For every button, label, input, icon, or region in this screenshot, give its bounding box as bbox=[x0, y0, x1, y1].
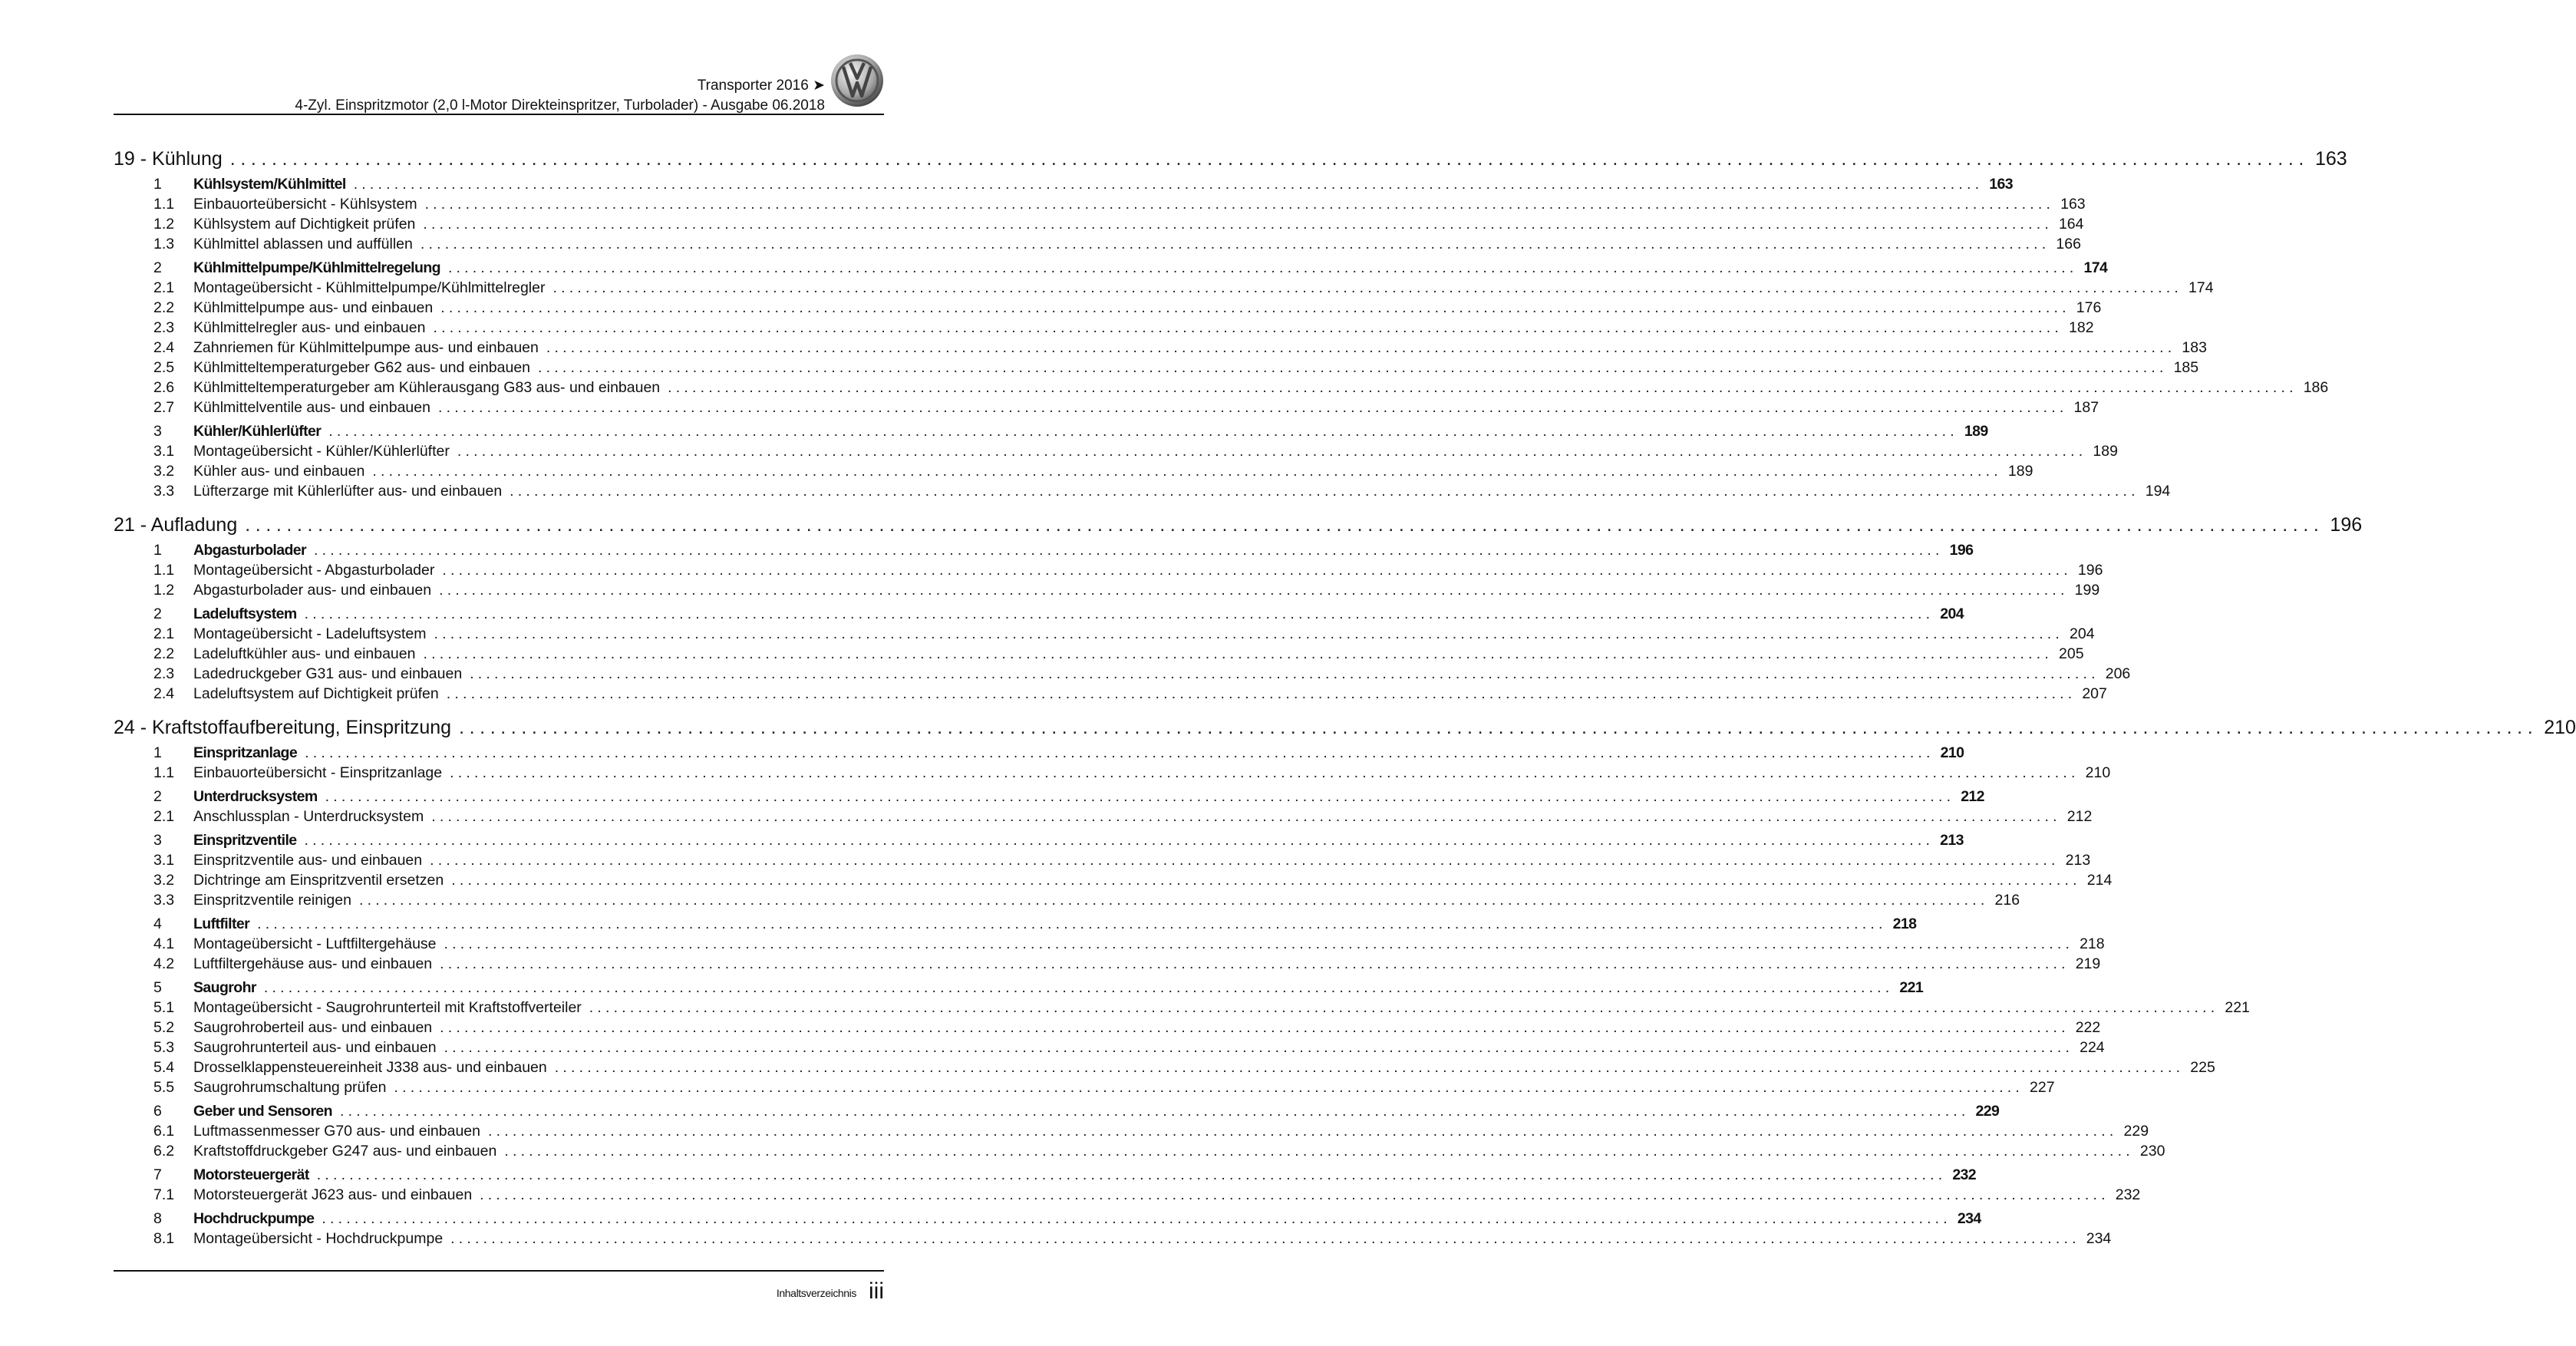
entry-title: Drosselklappensteuereinheit J338 aus- und einbauen bbox=[193, 1059, 547, 1076]
toc-subsection[interactable] bbox=[114, 890, 2020, 910]
entry-title: Kühler/Kühlerlüfter bbox=[193, 423, 322, 440]
toc-chapter[interactable] bbox=[114, 513, 2363, 536]
header-divider bbox=[114, 114, 884, 115]
entry-page: 189 bbox=[2093, 443, 2118, 460]
entry-title: Einspritzventile aus- und einbauen bbox=[193, 852, 423, 869]
toc-subsection[interactable] bbox=[114, 664, 2131, 684]
entry-number: 3.2 bbox=[153, 463, 175, 480]
entry-number: 1.1 bbox=[153, 562, 175, 579]
entry-title: Kühlsystem auf Dichtigkeit prüfen bbox=[193, 216, 416, 233]
toc-section[interactable] bbox=[114, 1165, 1977, 1185]
dot-leader: ........................................................................................................................................................................................................ bbox=[430, 852, 2060, 869]
toc-section[interactable] bbox=[114, 830, 1964, 850]
toc-subsection[interactable] bbox=[114, 1229, 2112, 1249]
toc-subsection[interactable] bbox=[114, 461, 2033, 481]
entry-title: Saugrohr bbox=[193, 979, 256, 996]
entry-title: Saugrohrunterteil aus- und einbauen bbox=[193, 1039, 437, 1056]
entry-page: 224 bbox=[2080, 1039, 2105, 1056]
entry-title: Kühlmittelventile aus- und einbauen bbox=[193, 399, 430, 416]
toc-section[interactable] bbox=[114, 914, 1917, 934]
entry-number: 6 bbox=[153, 1103, 162, 1120]
entry-page: 196 bbox=[2330, 514, 2363, 536]
entry-title: Kühlmitteltemperaturgeber G62 aus- und einbauen bbox=[193, 359, 531, 376]
entry-title: Kühlmittelpumpe aus- und einbauen bbox=[193, 299, 434, 316]
dot-leader: ........................................................................................................................................................................................................ bbox=[538, 359, 2168, 376]
entry-number: 2 bbox=[153, 259, 162, 276]
entry-number: 4 bbox=[153, 915, 162, 932]
entry-title: Saugrohrumschaltung prüfen bbox=[193, 1079, 387, 1096]
toc-subsection[interactable] bbox=[114, 954, 2101, 974]
toc-subsection[interactable] bbox=[114, 1185, 2141, 1205]
toc-subsection[interactable] bbox=[114, 194, 2086, 214]
dot-leader: ........................................................................................................................................................................................................ bbox=[440, 299, 2070, 316]
toc-chapter[interactable] bbox=[114, 716, 2576, 739]
entry-page: 212 bbox=[2066, 808, 2093, 825]
entry-page: 196 bbox=[2077, 562, 2103, 579]
dot-leader: ........................................................................................................................................................................................................ bbox=[510, 483, 2139, 500]
vw-logo-icon bbox=[830, 54, 884, 107]
entry-page: 199 bbox=[2074, 582, 2100, 599]
entry-number: 2.7 bbox=[153, 399, 175, 416]
entry-number: 5 bbox=[153, 979, 162, 996]
entry-page: 206 bbox=[2105, 665, 2131, 682]
toc-subsection[interactable] bbox=[114, 318, 2094, 338]
entry-number: 1 bbox=[153, 542, 162, 559]
entry-number: 5.5 bbox=[153, 1079, 175, 1096]
entry-title: Geber und Sensoren bbox=[193, 1103, 332, 1120]
entry-number: 1.3 bbox=[153, 236, 175, 252]
entry-title: Dichtringe am Einspritzventil ersetzen bbox=[193, 872, 444, 889]
entry-title: Kühlmittelregler aus- und einbauen bbox=[193, 319, 426, 336]
entry-page: 213 bbox=[1940, 832, 1964, 849]
entry-title: Motorsteuergerät J623 aus- und einbauen bbox=[193, 1186, 473, 1203]
dot-leader: ........................................................................................................................................................................................................ bbox=[440, 1019, 2070, 1036]
toc-subsection[interactable] bbox=[114, 378, 2329, 398]
entry-number: 7.1 bbox=[153, 1186, 175, 1203]
dot-leader: ........................................................................................................................................................................................................ bbox=[328, 423, 1958, 440]
dot-leader: ........................................................................................................................................................................................................ bbox=[447, 259, 2078, 276]
dot-leader: ........................................................................................................................................................................................................ bbox=[372, 463, 2002, 480]
dot-leader: ........................................................................................................................................................................................................ bbox=[245, 514, 2324, 536]
toc-section[interactable] bbox=[114, 258, 2108, 278]
entry-number: 2.2 bbox=[153, 299, 175, 316]
entry-page: 166 bbox=[2056, 236, 2081, 252]
entry-title: Montageübersicht - Hochdruckpumpe bbox=[193, 1230, 444, 1247]
entry-number: 3.1 bbox=[153, 443, 175, 460]
dot-leader: ........................................................................................................................................................................................................ bbox=[263, 979, 1894, 996]
entry-title: 21 - Aufladung bbox=[114, 514, 238, 536]
entry-title: Lüfterzarge mit Kühlerlüfter aus- und einbauen bbox=[193, 483, 503, 500]
dot-leader: ........................................................................................................................................................................................................ bbox=[305, 744, 1934, 761]
header-subtitle: 4-Zyl. Einspritzmotor (2,0 l-Motor Direkteinspritzer, Turbolader) - Ausgabe 06.2018 bbox=[295, 97, 825, 114]
dot-leader: ........................................................................................................................................................................................................ bbox=[304, 605, 1934, 622]
entry-page: 225 bbox=[2190, 1059, 2215, 1076]
toc-subsection[interactable] bbox=[114, 1057, 2215, 1077]
entry-page: 163 bbox=[2314, 148, 2347, 170]
toc-subsection[interactable] bbox=[114, 763, 2111, 783]
entry-number: 2.2 bbox=[153, 645, 175, 662]
header-model: Transporter 2016 ➤ bbox=[697, 78, 825, 94]
entry-number: 1.1 bbox=[153, 196, 175, 213]
entry-page: 210 bbox=[1940, 744, 1964, 761]
entry-title: Montageübersicht - Kühlmittelpumpe/Kühlmittelregler bbox=[193, 279, 546, 296]
entry-page: 163 bbox=[2060, 196, 2086, 213]
entry-page: 183 bbox=[2182, 339, 2207, 356]
entry-title: Zahnriemen für Kühlmittelpumpe aus- und einbauen bbox=[193, 339, 539, 356]
entry-title: Einbauorteübersicht - Kühlsystem bbox=[193, 196, 417, 213]
entry-number: 2.1 bbox=[153, 279, 175, 296]
entry-title: Abgasturbolader aus- und einbauen bbox=[193, 582, 432, 599]
entry-title: Luftfilter bbox=[193, 915, 250, 932]
entry-number: 2.4 bbox=[153, 339, 175, 356]
entry-page: 186 bbox=[2303, 379, 2329, 396]
entry-title: 19 - Kühlung bbox=[114, 148, 223, 170]
entry-number: 2 bbox=[153, 788, 162, 805]
toc-subsection[interactable] bbox=[114, 870, 2113, 890]
dot-leader: ........................................................................................................................................................................................................ bbox=[434, 625, 2064, 642]
entry-page: 174 bbox=[2083, 259, 2108, 276]
toc-subsection[interactable] bbox=[114, 338, 2207, 358]
entry-page: 196 bbox=[1949, 542, 1974, 559]
toc-subsection[interactable] bbox=[114, 998, 2250, 1018]
entry-number: 1.2 bbox=[153, 216, 175, 233]
dot-leader: ........................................................................................................................................................................................................ bbox=[487, 1123, 2118, 1140]
entry-number: 1 bbox=[153, 176, 162, 193]
entry-title: 24 - Kraftstoffaufbereitung, Einspritzung bbox=[114, 717, 452, 738]
entry-page: 222 bbox=[2075, 1019, 2101, 1036]
entry-page: 234 bbox=[1957, 1210, 1981, 1227]
entry-title: Einspritzventile reinigen bbox=[193, 892, 351, 909]
entry-title: Kühlmittelpumpe/Kühlmittelregelung bbox=[193, 259, 440, 276]
dot-leader: ........................................................................................................................................................................................................ bbox=[459, 717, 2538, 738]
entry-title: Ladedruckgeber G31 aus- und einbauen bbox=[193, 665, 463, 682]
entry-title: Kühler aus- und einbauen bbox=[193, 463, 365, 480]
toc-section[interactable] bbox=[114, 787, 1984, 807]
entry-title: Einspritzanlage bbox=[193, 744, 298, 761]
toc-subsection[interactable] bbox=[114, 214, 2084, 234]
entry-title: Motorsteuergerät bbox=[193, 1166, 309, 1183]
toc-subsection[interactable] bbox=[114, 1038, 2105, 1057]
entry-page: 234 bbox=[2086, 1230, 2112, 1247]
toc-section[interactable] bbox=[114, 421, 1988, 441]
dot-leader: ........................................................................................................................................................................................................ bbox=[589, 999, 2219, 1016]
entry-title: Unterdrucksystem bbox=[193, 788, 318, 805]
entry-number: 8.1 bbox=[153, 1230, 175, 1247]
entry-page: 218 bbox=[2080, 935, 2105, 952]
dot-leader: ........................................................................................................................................................................................................ bbox=[444, 935, 2074, 952]
toc-subsection[interactable] bbox=[114, 807, 2093, 826]
table-of-contents bbox=[114, 147, 2576, 1249]
dot-leader: ........................................................................................................................................................................................................ bbox=[340, 1103, 1970, 1120]
entry-page: 182 bbox=[2069, 319, 2094, 336]
entry-page: 174 bbox=[2188, 279, 2214, 296]
toc-section[interactable] bbox=[114, 174, 2013, 194]
toc-subsection[interactable] bbox=[114, 358, 2199, 378]
entry-title: Kühlsystem/Kühlmittel bbox=[193, 176, 346, 193]
entry-title: Kühlmitteltemperaturgeber am Kühlerausgang G83 aus- und einbauen bbox=[193, 379, 661, 396]
entry-page: 232 bbox=[1952, 1166, 1977, 1183]
dot-leader: ........................................................................................................................................................................................................ bbox=[353, 176, 1984, 193]
toc-section[interactable] bbox=[114, 978, 1924, 998]
entry-number: 3.2 bbox=[153, 872, 175, 889]
entry-number: 2.3 bbox=[153, 665, 175, 682]
entry-page: 221 bbox=[2225, 999, 2250, 1016]
entry-number: 5.3 bbox=[153, 1039, 175, 1056]
toc-section[interactable] bbox=[114, 1209, 1981, 1229]
entry-number: 2.4 bbox=[153, 685, 175, 702]
dot-leader: ........................................................................................................................................................................................................ bbox=[504, 1143, 2134, 1160]
entry-number: 2.6 bbox=[153, 379, 175, 396]
entry-title: Ladeluftsystem auf Dichtigkeit prüfen bbox=[193, 685, 439, 702]
toc-subsection[interactable] bbox=[114, 1077, 2055, 1097]
dot-leader: ........................................................................................................................................................................................................ bbox=[322, 1210, 1951, 1227]
toc-subsection[interactable] bbox=[114, 298, 2102, 318]
entry-number: 6.2 bbox=[153, 1143, 175, 1160]
entry-number: 3.1 bbox=[153, 852, 175, 869]
entry-page: 229 bbox=[1975, 1103, 2000, 1120]
dot-leader: ........................................................................................................................................................................................................ bbox=[440, 955, 2070, 972]
toc-section[interactable] bbox=[114, 604, 1964, 624]
entry-title: Montageübersicht - Ladeluftsystem bbox=[193, 625, 427, 642]
entry-title: Luftfiltergehäuse aus- und einbauen bbox=[193, 955, 433, 972]
entry-page: 212 bbox=[1961, 788, 1984, 805]
toc-subsection[interactable] bbox=[114, 580, 2100, 600]
dot-leader: ........................................................................................................................................................................................................ bbox=[423, 216, 2053, 233]
toc-subsection[interactable] bbox=[114, 398, 2099, 417]
footer-section: Inhaltsverzeichnis bbox=[776, 1287, 856, 1299]
entry-page: 218 bbox=[1892, 915, 1917, 932]
entry-title: Ladeluftkühler aus- und einbauen bbox=[193, 645, 416, 662]
dot-leader: ........................................................................................................................................................................................................ bbox=[229, 148, 2309, 170]
toc-section[interactable] bbox=[114, 540, 1974, 560]
dot-leader: ........................................................................................................................................................................................................ bbox=[450, 764, 2080, 781]
dot-leader: ........................................................................................................................................................................................................ bbox=[444, 1039, 2074, 1056]
toc-subsection[interactable] bbox=[114, 1121, 2149, 1141]
entry-number: 6.1 bbox=[153, 1123, 175, 1140]
entry-number: 8 bbox=[153, 1210, 162, 1227]
entry-title: Montageübersicht - Saugrohrunterteil mit Kraftstoffverteiler bbox=[193, 999, 582, 1016]
entry-title: Einspritzventile bbox=[193, 832, 297, 849]
dot-leader: ........................................................................................................................................................................................................ bbox=[546, 339, 2176, 356]
entry-page: 232 bbox=[2115, 1186, 2141, 1203]
entry-page: 194 bbox=[2145, 483, 2171, 500]
entry-title: Montageübersicht - Kühler/Kühlerlüfter bbox=[193, 443, 450, 460]
toc-subsection[interactable] bbox=[114, 624, 2095, 644]
entry-page: 210 bbox=[2085, 764, 2111, 781]
dot-leader: ........................................................................................................................................................................................................ bbox=[668, 379, 2297, 396]
entry-title: Anschlussplan - Unterdrucksystem bbox=[193, 808, 424, 825]
entry-page: 230 bbox=[2139, 1143, 2165, 1160]
entry-page: 219 bbox=[2075, 955, 2101, 972]
entry-title: Abgasturbolader bbox=[193, 542, 307, 559]
toc-subsection[interactable] bbox=[114, 1141, 2165, 1161]
entry-title: Montageübersicht - Luftfiltergehäuse bbox=[193, 935, 437, 952]
dot-leader: ........................................................................................................................................................................................................ bbox=[450, 1230, 2080, 1247]
entry-page: 205 bbox=[2059, 645, 2084, 662]
toc-subsection[interactable] bbox=[114, 481, 2171, 501]
toc-subsection[interactable] bbox=[114, 1018, 2101, 1038]
entry-page: 204 bbox=[1940, 605, 1964, 622]
entry-page: 204 bbox=[2070, 625, 2095, 642]
entry-number: 2.5 bbox=[153, 359, 175, 376]
dot-leader: ........................................................................................................................................................................................................ bbox=[439, 582, 2069, 599]
entry-title: Luftmassenmesser G70 aus- und einbauen bbox=[193, 1123, 480, 1140]
entry-number: 5.4 bbox=[153, 1059, 175, 1076]
toc-subsection[interactable] bbox=[114, 934, 2105, 954]
entry-number: 3.3 bbox=[153, 892, 175, 909]
toc-chapter[interactable] bbox=[114, 147, 2347, 170]
dot-leader: ........................................................................................................................................................................................................ bbox=[394, 1079, 2024, 1096]
dot-leader: ........................................................................................................................................................................................................ bbox=[442, 562, 2072, 579]
dot-leader: ........................................................................................................................................................................................................ bbox=[457, 443, 2087, 460]
entry-number: 4.2 bbox=[153, 955, 175, 972]
dot-leader: ........................................................................................................................................................................................................ bbox=[451, 872, 2081, 889]
toc-subsection[interactable] bbox=[114, 234, 2081, 254]
dot-leader: ........................................................................................................................................................................................................ bbox=[423, 645, 2053, 662]
entry-page: 216 bbox=[1994, 892, 2020, 909]
entry-number: 2.1 bbox=[153, 625, 175, 642]
entry-page: 187 bbox=[2073, 399, 2099, 416]
dot-leader: ........................................................................................................................................................................................................ bbox=[480, 1186, 2109, 1203]
entry-page: 213 bbox=[2065, 852, 2091, 869]
entry-page: 185 bbox=[2173, 359, 2199, 376]
dot-leader: ........................................................................................................................................................................................................ bbox=[554, 1059, 2185, 1076]
toc-section[interactable] bbox=[114, 743, 1964, 763]
entry-title: Saugrohroberteil aus- und einbauen bbox=[193, 1019, 433, 1036]
entry-number: 7 bbox=[153, 1166, 162, 1183]
dot-leader: ........................................................................................................................................................................................................ bbox=[257, 915, 1887, 932]
dot-leader: ........................................................................................................................................................................................................ bbox=[358, 892, 1989, 909]
dot-leader: ........................................................................................................................................................................................................ bbox=[431, 808, 2061, 825]
entry-page: 163 bbox=[1989, 176, 2013, 193]
entry-page: 210 bbox=[2544, 717, 2576, 738]
footer-divider bbox=[114, 1270, 884, 1272]
dot-leader: ........................................................................................................................................................................................................ bbox=[470, 665, 2099, 682]
toc-subsection[interactable] bbox=[114, 560, 2103, 580]
dot-leader: ........................................................................................................................................................................................................ bbox=[424, 196, 2055, 213]
entry-title: Hochdruckpumpe bbox=[193, 1210, 315, 1227]
entry-number: 5.2 bbox=[153, 1019, 175, 1036]
entry-page: 207 bbox=[2082, 685, 2107, 702]
dot-leader: ........................................................................................................................................................................................................ bbox=[433, 319, 2063, 336]
entry-number: 5.1 bbox=[153, 999, 175, 1016]
entry-number: 3.3 bbox=[153, 483, 175, 500]
entry-number: 2.1 bbox=[153, 808, 175, 825]
entry-number: 2.3 bbox=[153, 319, 175, 336]
entry-page: 164 bbox=[2058, 216, 2084, 233]
toc-subsection[interactable] bbox=[114, 278, 2214, 298]
dot-leader: ........................................................................................................................................................................................................ bbox=[552, 279, 2183, 296]
entry-number: 3 bbox=[153, 832, 162, 849]
entry-page: 221 bbox=[1899, 979, 1924, 996]
dot-leader: ........................................................................................................................................................................................................ bbox=[316, 1166, 1947, 1183]
dot-leader: ........................................................................................................................................................................................................ bbox=[325, 788, 1955, 805]
toc-subsection[interactable] bbox=[114, 684, 2107, 704]
entry-number: 1.1 bbox=[153, 764, 175, 781]
entry-title: Kühlmittel ablassen und auffüllen bbox=[193, 236, 413, 252]
toc-subsection[interactable] bbox=[114, 441, 2118, 461]
dot-leader: ........................................................................................................................................................................................................ bbox=[446, 685, 2076, 702]
toc-section[interactable] bbox=[114, 1101, 2000, 1121]
entry-page: 176 bbox=[2076, 299, 2102, 316]
entry-title: Ladeluftsystem bbox=[193, 605, 297, 622]
dot-leader: ........................................................................................................................................................................................................ bbox=[304, 832, 1934, 849]
entry-title: Montageübersicht - Abgasturbolader bbox=[193, 562, 435, 579]
toc-subsection[interactable] bbox=[114, 644, 2084, 664]
entry-title: Einbauorteübersicht - Einspritzanlage bbox=[193, 764, 443, 781]
entry-title: Kraftstoffdruckgeber G247 aus- und einbauen bbox=[193, 1143, 497, 1160]
entry-number: 3 bbox=[153, 423, 162, 440]
dot-leader: ........................................................................................................................................................................................................ bbox=[314, 542, 1944, 559]
entry-page: 229 bbox=[2123, 1123, 2149, 1140]
entry-number: 1.2 bbox=[153, 582, 175, 599]
dot-leader: ........................................................................................................................................................................................................ bbox=[437, 399, 2068, 416]
dot-leader: ........................................................................................................................................................................................................ bbox=[420, 236, 2050, 252]
toc-subsection[interactable] bbox=[114, 850, 2091, 870]
entry-page: 189 bbox=[1964, 423, 1988, 440]
entry-page: 189 bbox=[2007, 463, 2033, 480]
entry-page: 214 bbox=[2086, 872, 2113, 889]
entry-page: 227 bbox=[2030, 1079, 2055, 1096]
footer-page-number: iii bbox=[869, 1278, 884, 1304]
entry-number: 1 bbox=[153, 744, 162, 761]
entry-number: 2 bbox=[153, 605, 162, 622]
entry-number: 4.1 bbox=[153, 935, 175, 952]
